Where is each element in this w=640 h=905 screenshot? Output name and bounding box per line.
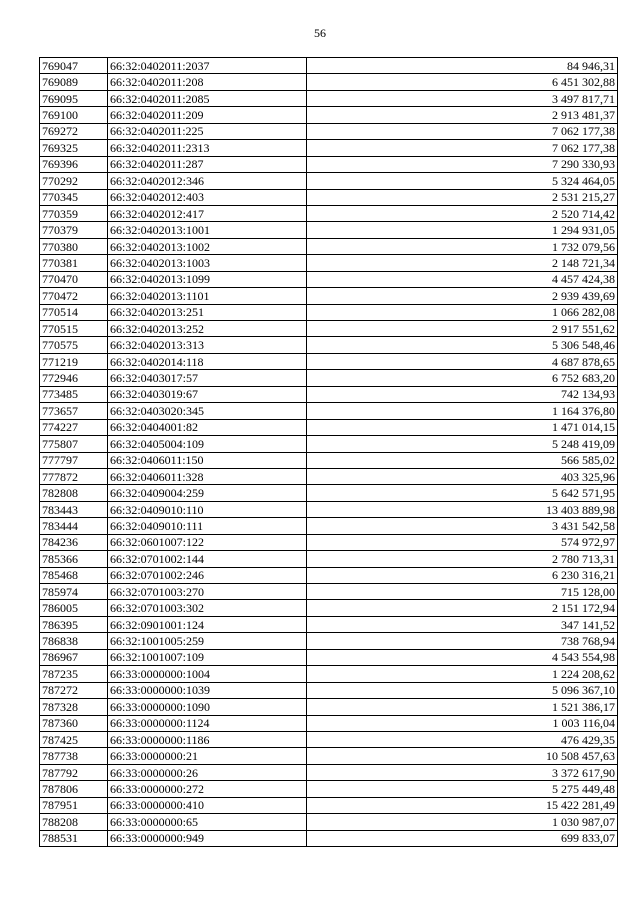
cadastral-number-cell: 66:32:0402011:2085 bbox=[108, 90, 307, 106]
cadastral-number-cell: 66:33:0000000:26 bbox=[108, 764, 307, 780]
table-row bbox=[40, 123, 618, 139]
table-row bbox=[40, 255, 618, 271]
cadastral-number-cell: 66:32:0402013:251 bbox=[108, 304, 307, 320]
table-row bbox=[40, 551, 618, 567]
cadastral-value-cell: 1 066 282,08 bbox=[307, 304, 618, 320]
table-row bbox=[40, 288, 618, 304]
cadastral-value-cell: 10 508 457,63 bbox=[307, 748, 618, 764]
table-row bbox=[40, 633, 618, 649]
cadastral-number-cell: 66:32:0402013:1099 bbox=[108, 271, 307, 287]
record-number-cell: 769047 bbox=[40, 58, 108, 74]
page-number: 56 bbox=[314, 26, 326, 40]
cadastral-value-cell: 7 062 177,38 bbox=[307, 140, 618, 156]
table-row bbox=[40, 468, 618, 484]
table-row bbox=[40, 173, 618, 189]
cadastral-number-cell: 66:32:0402012:346 bbox=[108, 173, 307, 189]
cadastral-value-cell: 4 543 554,98 bbox=[307, 649, 618, 665]
cadastral-number-cell: 66:32:0402011:208 bbox=[108, 74, 307, 90]
table-row bbox=[40, 321, 618, 337]
cadastral-value-cell: 2 780 713,31 bbox=[307, 551, 618, 567]
table-row bbox=[40, 271, 618, 287]
cadastral-number-cell: 66:33:0000000:1039 bbox=[108, 682, 307, 698]
record-number-cell: 770379 bbox=[40, 222, 108, 238]
table-row bbox=[40, 436, 618, 452]
record-number-cell: 770514 bbox=[40, 304, 108, 320]
cadastral-value-cell: 1 030 987,07 bbox=[307, 814, 618, 830]
cadastral-number-cell: 66:32:0701003:270 bbox=[108, 584, 307, 600]
cadastral-value-cell: 1 224 208,62 bbox=[307, 666, 618, 682]
cadastral-value-cell: 5 275 449,48 bbox=[307, 781, 618, 797]
cadastral-value-cell: 715 128,00 bbox=[307, 584, 618, 600]
cadastral-number-cell: 66:33:0000000:1186 bbox=[108, 731, 307, 747]
cadastral-number-cell: 66:33:0000000:1124 bbox=[108, 715, 307, 731]
cadastral-number-cell: 66:32:0402012:417 bbox=[108, 205, 307, 221]
record-number-cell: 770381 bbox=[40, 255, 108, 271]
cadastral-value-cell: 476 429,35 bbox=[307, 731, 618, 747]
table-row bbox=[40, 140, 618, 156]
table-row bbox=[40, 205, 618, 221]
record-number-cell: 769325 bbox=[40, 140, 108, 156]
cadastral-number-cell: 66:32:0406011:150 bbox=[108, 452, 307, 468]
cadastral-value-cell: 7 290 330,93 bbox=[307, 156, 618, 172]
cadastral-value-cell: 84 946,31 bbox=[307, 58, 618, 74]
record-number-cell: 786395 bbox=[40, 616, 108, 632]
record-number-cell: 783444 bbox=[40, 518, 108, 534]
cadastral-value-cell: 1 471 014,15 bbox=[307, 419, 618, 435]
table-row bbox=[40, 830, 618, 846]
cadastral-value-cell: 6 230 316,21 bbox=[307, 567, 618, 583]
table-row bbox=[40, 353, 618, 369]
cadastral-number-cell: 66:32:0402012:403 bbox=[108, 189, 307, 205]
cadastral-value-cell: 1 003 116,04 bbox=[307, 715, 618, 731]
cadastral-number-cell: 66:32:0404001:82 bbox=[108, 419, 307, 435]
record-number-cell: 769272 bbox=[40, 123, 108, 139]
record-number-cell: 774227 bbox=[40, 419, 108, 435]
record-number-cell: 775807 bbox=[40, 436, 108, 452]
table-row bbox=[40, 567, 618, 583]
cadastral-number-cell: 66:32:1001005:259 bbox=[108, 633, 307, 649]
record-number-cell: 769089 bbox=[40, 74, 108, 90]
table-row bbox=[40, 518, 618, 534]
cadastral-number-cell: 66:32:0701002:144 bbox=[108, 551, 307, 567]
cadastral-value-cell: 7 062 177,38 bbox=[307, 123, 618, 139]
record-number-cell: 787425 bbox=[40, 731, 108, 747]
cadastral-value-cell: 2 917 551,62 bbox=[307, 321, 618, 337]
record-number-cell: 770472 bbox=[40, 288, 108, 304]
cadastral-value-cell: 2 520 714,42 bbox=[307, 205, 618, 221]
cadastral-number-cell: 66:32:1001007:109 bbox=[108, 649, 307, 665]
record-number-cell: 787328 bbox=[40, 699, 108, 715]
table-row bbox=[40, 452, 618, 468]
cadastral-number-cell: 66:32:0403017:57 bbox=[108, 370, 307, 386]
cadastral-number-cell: 66:32:0901001:124 bbox=[108, 616, 307, 632]
record-number-cell: 771219 bbox=[40, 353, 108, 369]
cadastral-number-cell: 66:32:0402013:1001 bbox=[108, 222, 307, 238]
table-row bbox=[40, 238, 618, 254]
cadastral-value-cell: 738 768,94 bbox=[307, 633, 618, 649]
table-body bbox=[40, 58, 618, 847]
record-number-cell: 785366 bbox=[40, 551, 108, 567]
cadastral-value-cell: 2 913 481,37 bbox=[307, 107, 618, 123]
table-row bbox=[40, 666, 618, 682]
cadastral-number-cell: 66:32:0406011:328 bbox=[108, 468, 307, 484]
cadastral-number-cell: 66:32:0701002:246 bbox=[108, 567, 307, 583]
cadastral-number-cell: 66:32:0403019:67 bbox=[108, 386, 307, 402]
cadastral-number-cell: 66:32:0409010:111 bbox=[108, 518, 307, 534]
cadastral-number-cell: 66:33:0000000:410 bbox=[108, 797, 307, 813]
cadastral-value-cell: 699 833,07 bbox=[307, 830, 618, 846]
cadastral-number-cell: 66:33:0000000:65 bbox=[108, 814, 307, 830]
cadastral-value-cell: 15 422 281,49 bbox=[307, 797, 618, 813]
record-number-cell: 788208 bbox=[40, 814, 108, 830]
record-number-cell: 777797 bbox=[40, 452, 108, 468]
table-row bbox=[40, 304, 618, 320]
cadastral-number-cell: 66:32:0402013:313 bbox=[108, 337, 307, 353]
record-number-cell: 785974 bbox=[40, 584, 108, 600]
record-number-cell: 787806 bbox=[40, 781, 108, 797]
record-number-cell: 782808 bbox=[40, 485, 108, 501]
cadastral-number-cell: 66:32:0402011:2037 bbox=[108, 58, 307, 74]
cadastral-value-cell: 4 687 878,65 bbox=[307, 353, 618, 369]
cadastral-number-cell: 66:32:0701003:302 bbox=[108, 600, 307, 616]
record-number-cell: 773485 bbox=[40, 386, 108, 402]
table-row bbox=[40, 156, 618, 172]
cadastral-number-cell: 66:33:0000000:272 bbox=[108, 781, 307, 797]
table-row bbox=[40, 222, 618, 238]
cadastral-number-cell: 66:32:0402011:209 bbox=[108, 107, 307, 123]
cadastral-number-cell: 66:32:0402011:287 bbox=[108, 156, 307, 172]
cadastral-value-cell: 1 521 386,17 bbox=[307, 699, 618, 715]
table-row bbox=[40, 715, 618, 731]
table-row bbox=[40, 107, 618, 123]
cadastral-number-cell: 66:32:0402011:225 bbox=[108, 123, 307, 139]
cadastral-value-cell: 5 642 571,95 bbox=[307, 485, 618, 501]
record-number-cell: 770292 bbox=[40, 173, 108, 189]
table-row bbox=[40, 386, 618, 402]
cadastral-number-cell: 66:33:0000000:1090 bbox=[108, 699, 307, 715]
cadastral-value-table bbox=[39, 57, 618, 847]
record-number-cell: 770359 bbox=[40, 205, 108, 221]
cadastral-number-cell: 66:32:0402014:118 bbox=[108, 353, 307, 369]
cadastral-number-cell: 66:32:0409010:110 bbox=[108, 501, 307, 517]
table-row bbox=[40, 649, 618, 665]
record-number-cell: 770470 bbox=[40, 271, 108, 287]
cadastral-number-cell: 66:32:0601007:122 bbox=[108, 534, 307, 550]
table-row bbox=[40, 699, 618, 715]
record-number-cell: 787272 bbox=[40, 682, 108, 698]
record-number-cell: 769095 bbox=[40, 90, 108, 106]
cadastral-value-cell: 4 457 424,38 bbox=[307, 271, 618, 287]
table-row bbox=[40, 682, 618, 698]
cadastral-value-cell: 2 148 721,34 bbox=[307, 255, 618, 271]
record-number-cell: 787360 bbox=[40, 715, 108, 731]
cadastral-value-cell: 3 431 542,58 bbox=[307, 518, 618, 534]
record-number-cell: 772946 bbox=[40, 370, 108, 386]
record-number-cell: 773657 bbox=[40, 403, 108, 419]
cadastral-value-cell: 403 325,96 bbox=[307, 468, 618, 484]
table-row bbox=[40, 90, 618, 106]
cadastral-value-cell: 5 248 419,09 bbox=[307, 436, 618, 452]
table-row bbox=[40, 485, 618, 501]
cadastral-value-cell: 5 324 464,05 bbox=[307, 173, 618, 189]
cadastral-value-cell: 2 151 172,94 bbox=[307, 600, 618, 616]
cadastral-number-cell: 66:32:0402013:1003 bbox=[108, 255, 307, 271]
record-number-cell: 787235 bbox=[40, 666, 108, 682]
cadastral-number-cell: 66:32:0403020:345 bbox=[108, 403, 307, 419]
cadastral-value-cell: 742 134,93 bbox=[307, 386, 618, 402]
cadastral-value-cell: 6 752 683,20 bbox=[307, 370, 618, 386]
table-row bbox=[40, 370, 618, 386]
table-row bbox=[40, 419, 618, 435]
table-row bbox=[40, 337, 618, 353]
record-number-cell: 787738 bbox=[40, 748, 108, 764]
cadastral-number-cell: 66:32:0409004:259 bbox=[108, 485, 307, 501]
table-row bbox=[40, 600, 618, 616]
cadastral-number-cell: 66:32:0402013:252 bbox=[108, 321, 307, 337]
table-row bbox=[40, 74, 618, 90]
record-number-cell: 786967 bbox=[40, 649, 108, 665]
cadastral-value-cell: 2 939 439,69 bbox=[307, 288, 618, 304]
record-number-cell: 788531 bbox=[40, 830, 108, 846]
cadastral-value-cell: 1 732 079,56 bbox=[307, 238, 618, 254]
cadastral-value-cell: 2 531 215,27 bbox=[307, 189, 618, 205]
record-number-cell: 787792 bbox=[40, 764, 108, 780]
cadastral-number-cell: 66:32:0402013:1002 bbox=[108, 238, 307, 254]
table-row bbox=[40, 403, 618, 419]
cadastral-value-cell: 5 306 548,46 bbox=[307, 337, 618, 353]
table-row bbox=[40, 731, 618, 747]
record-number-cell: 786838 bbox=[40, 633, 108, 649]
table-row bbox=[40, 616, 618, 632]
cadastral-number-cell: 66:32:0402011:2313 bbox=[108, 140, 307, 156]
cadastral-value-cell: 1 164 376,80 bbox=[307, 403, 618, 419]
record-number-cell: 777872 bbox=[40, 468, 108, 484]
record-number-cell: 770575 bbox=[40, 337, 108, 353]
table-row bbox=[40, 584, 618, 600]
cadastral-number-cell: 66:33:0000000:1004 bbox=[108, 666, 307, 682]
cadastral-value-cell: 1 294 931,05 bbox=[307, 222, 618, 238]
cadastral-number-cell: 66:33:0000000:21 bbox=[108, 748, 307, 764]
table-row bbox=[40, 814, 618, 830]
record-number-cell: 783443 bbox=[40, 501, 108, 517]
record-number-cell: 784236 bbox=[40, 534, 108, 550]
cadastral-value-cell: 3 497 817,71 bbox=[307, 90, 618, 106]
record-number-cell: 786005 bbox=[40, 600, 108, 616]
table-row bbox=[40, 764, 618, 780]
cadastral-number-cell: 66:32:0402013:1101 bbox=[108, 288, 307, 304]
cadastral-value-cell: 347 141,52 bbox=[307, 616, 618, 632]
cadastral-value-cell: 566 585,02 bbox=[307, 452, 618, 468]
record-number-cell: 769100 bbox=[40, 107, 108, 123]
cadastral-value-cell: 5 096 367,10 bbox=[307, 682, 618, 698]
table-row bbox=[40, 797, 618, 813]
table-row bbox=[40, 781, 618, 797]
cadastral-value-cell: 3 372 617,90 bbox=[307, 764, 618, 780]
table-row bbox=[40, 501, 618, 517]
record-number-cell: 770345 bbox=[40, 189, 108, 205]
cadastral-number-cell: 66:32:0405004:109 bbox=[108, 436, 307, 452]
record-number-cell: 787951 bbox=[40, 797, 108, 813]
record-number-cell: 770380 bbox=[40, 238, 108, 254]
table-row bbox=[40, 748, 618, 764]
table-row bbox=[40, 534, 618, 550]
cadastral-value-cell: 13 403 889,98 bbox=[307, 501, 618, 517]
record-number-cell: 770515 bbox=[40, 321, 108, 337]
record-number-cell: 769396 bbox=[40, 156, 108, 172]
cadastral-number-cell: 66:33:0000000:949 bbox=[108, 830, 307, 846]
record-number-cell: 785468 bbox=[40, 567, 108, 583]
table-row bbox=[40, 189, 618, 205]
cadastral-value-cell: 6 451 302,88 bbox=[307, 74, 618, 90]
table-row bbox=[40, 58, 618, 74]
cadastral-value-cell: 574 972,97 bbox=[307, 534, 618, 550]
